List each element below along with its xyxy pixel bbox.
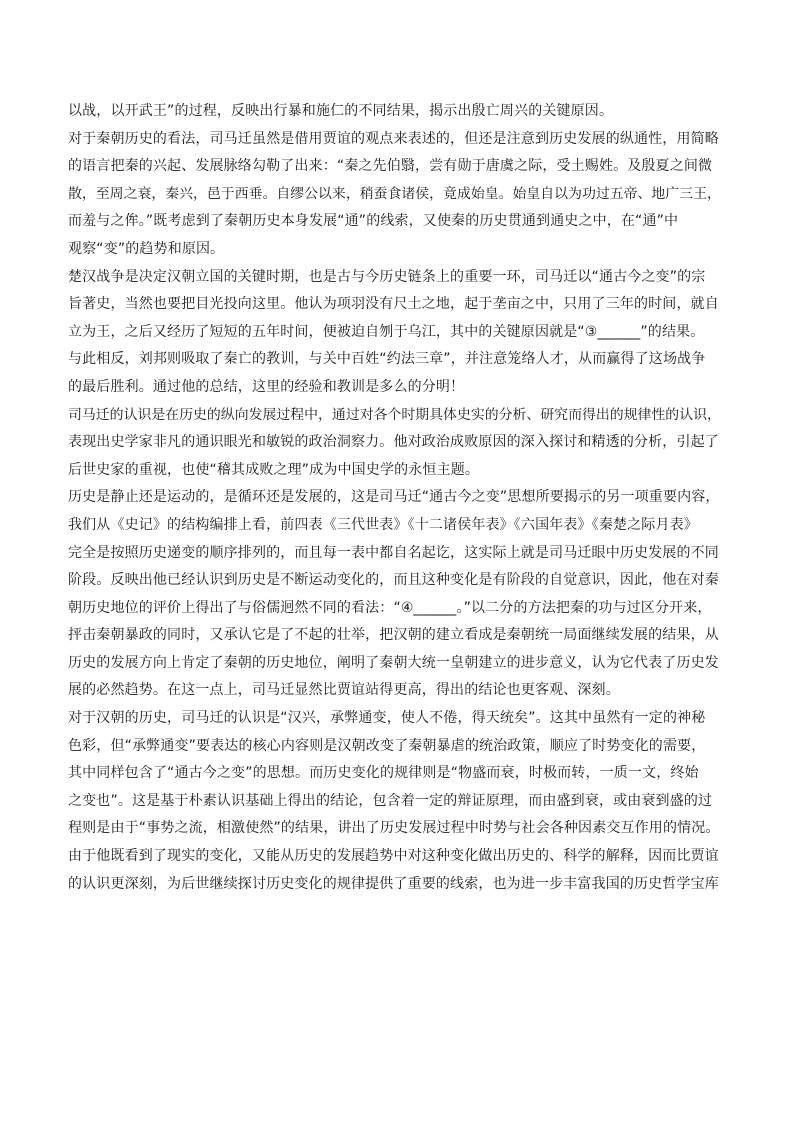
text-line: 的认识更深刻，为后世继续探讨历史变化的规律提供了重要的线索，也为进一步丰富我国的历史哲学宝库: [68, 875, 719, 892]
text-line: 朝历史地位的评价上得出了与俗儒迥然不同的看法：“④______。”以二分的方法把秦的功与过区分开来，: [68, 599, 712, 616]
text-line: 其中同样包含了“通古今之变”的思想。而历史变化的规律则是“物盛而衰，时极而转，一质一文，终始: [68, 765, 699, 782]
text-line: 而羞与之侔。”既考虑到了秦朝历史本身发展“通”的线索，又使秦的历史贯通到通史之中，在“通”中: [68, 213, 679, 230]
text-line: 展的必然趋势。在这一点上，司马迁显然比贾谊站得更高，得出的结论也更客观、深刻。: [68, 682, 620, 699]
text-line: 我们从《史记》的结构编排上看，前四表《三代世表》《十二诸侯年表》《六国年表》《秦楚之际月表》: [68, 516, 698, 533]
text-line: 历史是静止还是运动的，是循环还是发展的，这是司马迁“通古今之变”思想所要揭示的另一项重要内容，: [68, 489, 720, 506]
text-line: 之变也”。这是基于朴素认识基础上得出的结论，包含着一定的辩证原理，而由盛到衰，或由衰到盛的过: [68, 792, 713, 809]
text-line: 历史的发展方向上肯定了秦朝的历史地位，阐明了秦朝大统一皇朝建立的进步意义，认为它代表了历史发: [68, 654, 719, 671]
text-line: 对于汉朝的历史，司马迁的认识是“汉兴，承弊通变，使人不倦，得天统矣”。这其中虽然有一定的神秘: [68, 710, 706, 727]
text-line: 完全是按照历史递变的顺序排列的，而且每一表中都自名起讫，这实际上就是司马迁眼中历史发展的不同: [68, 544, 719, 561]
text-line: 的最后胜利。通过他的总结，这里的经验和教训是多么的分明！: [68, 378, 465, 395]
text-line: 表现出史学家非凡的通识眼光和敏锐的政治洞察力。他对政治成败原因的深入探讨和精透的分析，引起了: [68, 434, 719, 451]
text-line: 的语言把秦的兴起、发展脉络勾勒了出来：“秦之先伯翳，尝有勋于唐虞之际，受土赐姓。及殷夏之间微: [68, 158, 713, 175]
text-line: 与此相反，刘邦则吸取了秦亡的教训，与关中百姓“约法三章”，并注意笼络人才，从而赢得了这场战争: [68, 351, 706, 368]
text-line: 楚汉战争是决定汉朝立国的关键时期，也是古与今历史链条上的重要一环，司马迁以“通古今之变”的宗: [68, 268, 706, 285]
text-line: 程则是由于“事势之流，相激使然”的结果，讲出了历史发展过程中时势与社会各种因素交互作用的情况。: [68, 820, 720, 837]
text-line: 阶段。反映出他已经认识到历史是不断运动变化的，而且这种变化是有阶段的自觉意识，因此，他在对秦: [68, 572, 719, 589]
document-body: [68, 98, 730, 898]
text-line: 对于秦朝历史的看法，司马迁虽然是借用贾谊的观点来表述的，但还是注意到历史发展的纵通性，用简略: [68, 130, 719, 147]
text-line: 司马迁的认识是在历史的纵向发展过程中，通过对各个时期具体史实的分析、研究而得出的规律性的认识，: [68, 406, 721, 423]
text-line: 散，至周之衰，秦兴，邑于西垂。自缪公以来，稍蚕食诸侯，竟成始皇。始皇自以为功过五帝、地广三王，: [68, 185, 721, 202]
text-line: 旨著史，当然也要把目光投向这里。他认为项羽没有尺土之地，起于垄亩之中，只用了三年的时间，就自: [68, 296, 719, 313]
text-line: 由于他既看到了现实的变化，又能从历史的发展趋势中对这种变化做出历史的、科学的解释，因而比贾谊: [68, 848, 719, 865]
text-line: 观察“变”的趋势和原因。: [68, 240, 225, 257]
text-line: 以战，以开武王”的过程，反映出行暴和施仁的不同结果，揭示出殷亡周兴的关键原因。: [68, 103, 614, 119]
text-line: 后世史家的重视，也使“稽其成败之理”成为中国史学的永恒主题。: [68, 461, 480, 478]
text-line: 立为王，之后又经历了短短的五年时间，便被迫自刎于乌江，其中的关键原因就是“③______”的结果。: [68, 323, 705, 340]
text-line: 抨击秦朝暴政的同时，又承认它是了不起的壮举，把汉朝的建立看成是秦朝统一局面继续发展的结果，从: [68, 627, 719, 644]
text-line: 色彩，但“承弊通变”要表达的核心内容则是汉朝改变了秦朝暴虐的统治政策，顺应了时势变化的需要，: [68, 737, 706, 754]
